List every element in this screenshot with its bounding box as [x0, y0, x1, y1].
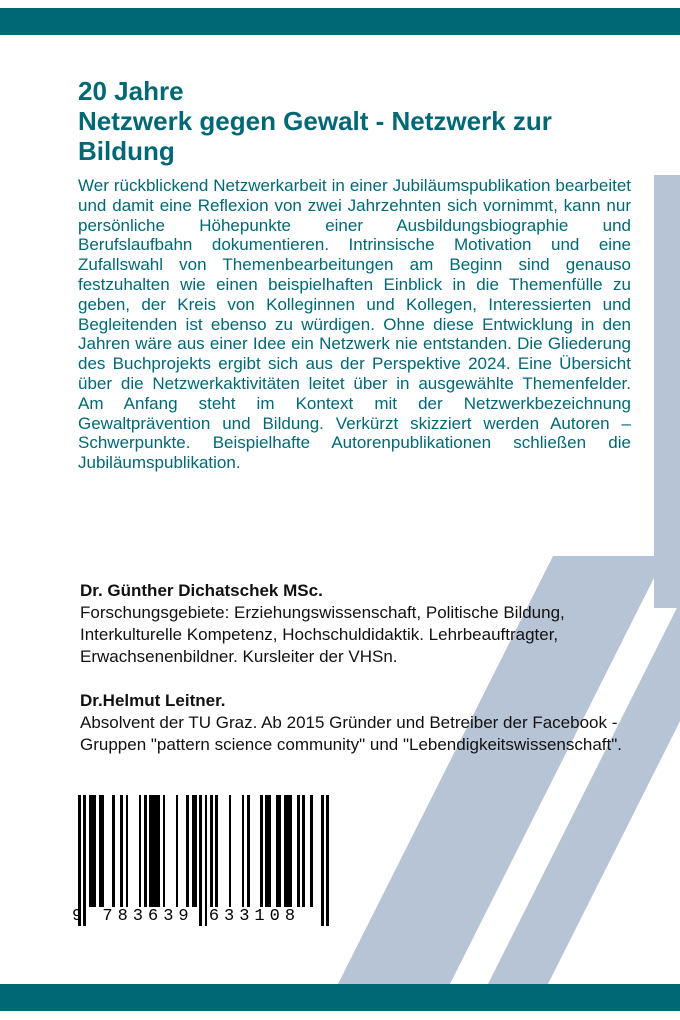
book-blurb: Wer rückblickend Netzwerkarbeit in einer Jubiläumspublikation bearbeitet und damit eine Reflexion von zwei Jahrzehnten sich vornimmt, kann nur persönliche Höhepunkte einer Ausbildungsbiographie und Berufslaufbahn dokumentieren. Intrinsische Motivation und eine Zufallswahl von Themenbearbeitungen am Beginn sind genauso festzuhalten wie einen beispielhaften Einblick in die Themenfülle zu geben, der Kreis von Kolleginnen und Kollegen, Interessierten und Begleitenden ist ebenso zu würdigen. Ohne diese Entwicklung in den Jahren wäre aus einer Idee ein Netzwerk nie entstanden. Die Gliederung des Buchprojekts ergibt sich aus der Perspektive 2024. Eine Übersicht über die Netzwerkaktivitäten leitet über in ausgewählte Themenfelder. Am Anfang steht im Kontext mit der Netzwerkbezeichnung Gewaltprävention und Bildung. Verkürzt skizziert werden Autoren – Schwerpunkte. Beispielhafte Autorenpublikationen schließen die Jubiläumspublikation. [78, 176, 631, 473]
bottom-accent-bar [0, 984, 680, 1011]
author-name: Dr. Günther Dichatschek MSc. [80, 581, 323, 600]
author-section [80, 580, 638, 778]
book-title-line-2: Netzwerk gegen Gewalt - Netzwerk zur Bildung [78, 106, 552, 166]
isbn-barcode [72, 795, 330, 930]
barcode-digits: 9 783639 633108 [72, 907, 301, 926]
top-accent-bar [0, 8, 680, 35]
author-bio: Forschungsgebiete: Erziehungswissenschaft, Politische Bildung, Interkulturelle Kompetenz, Hochschuldidaktik. Lehrbeauftragter, Erwachsenenbildner. Kursleiter der VHSn. [80, 603, 565, 666]
author-entry [80, 580, 638, 668]
author-name: Dr.Helmut Leitner. [80, 691, 226, 710]
book-title [78, 76, 638, 166]
watermark-right-stripe [654, 175, 680, 608]
author-entry [80, 690, 638, 756]
author-bio: Absolvent der TU Graz. Ab 2015 Gründer und Betreiber der Facebook - Gruppen "pattern science community" und "Lebendigkeitswissenschaft". [80, 713, 622, 754]
book-title-line-1: 20 Jahre [78, 76, 184, 106]
